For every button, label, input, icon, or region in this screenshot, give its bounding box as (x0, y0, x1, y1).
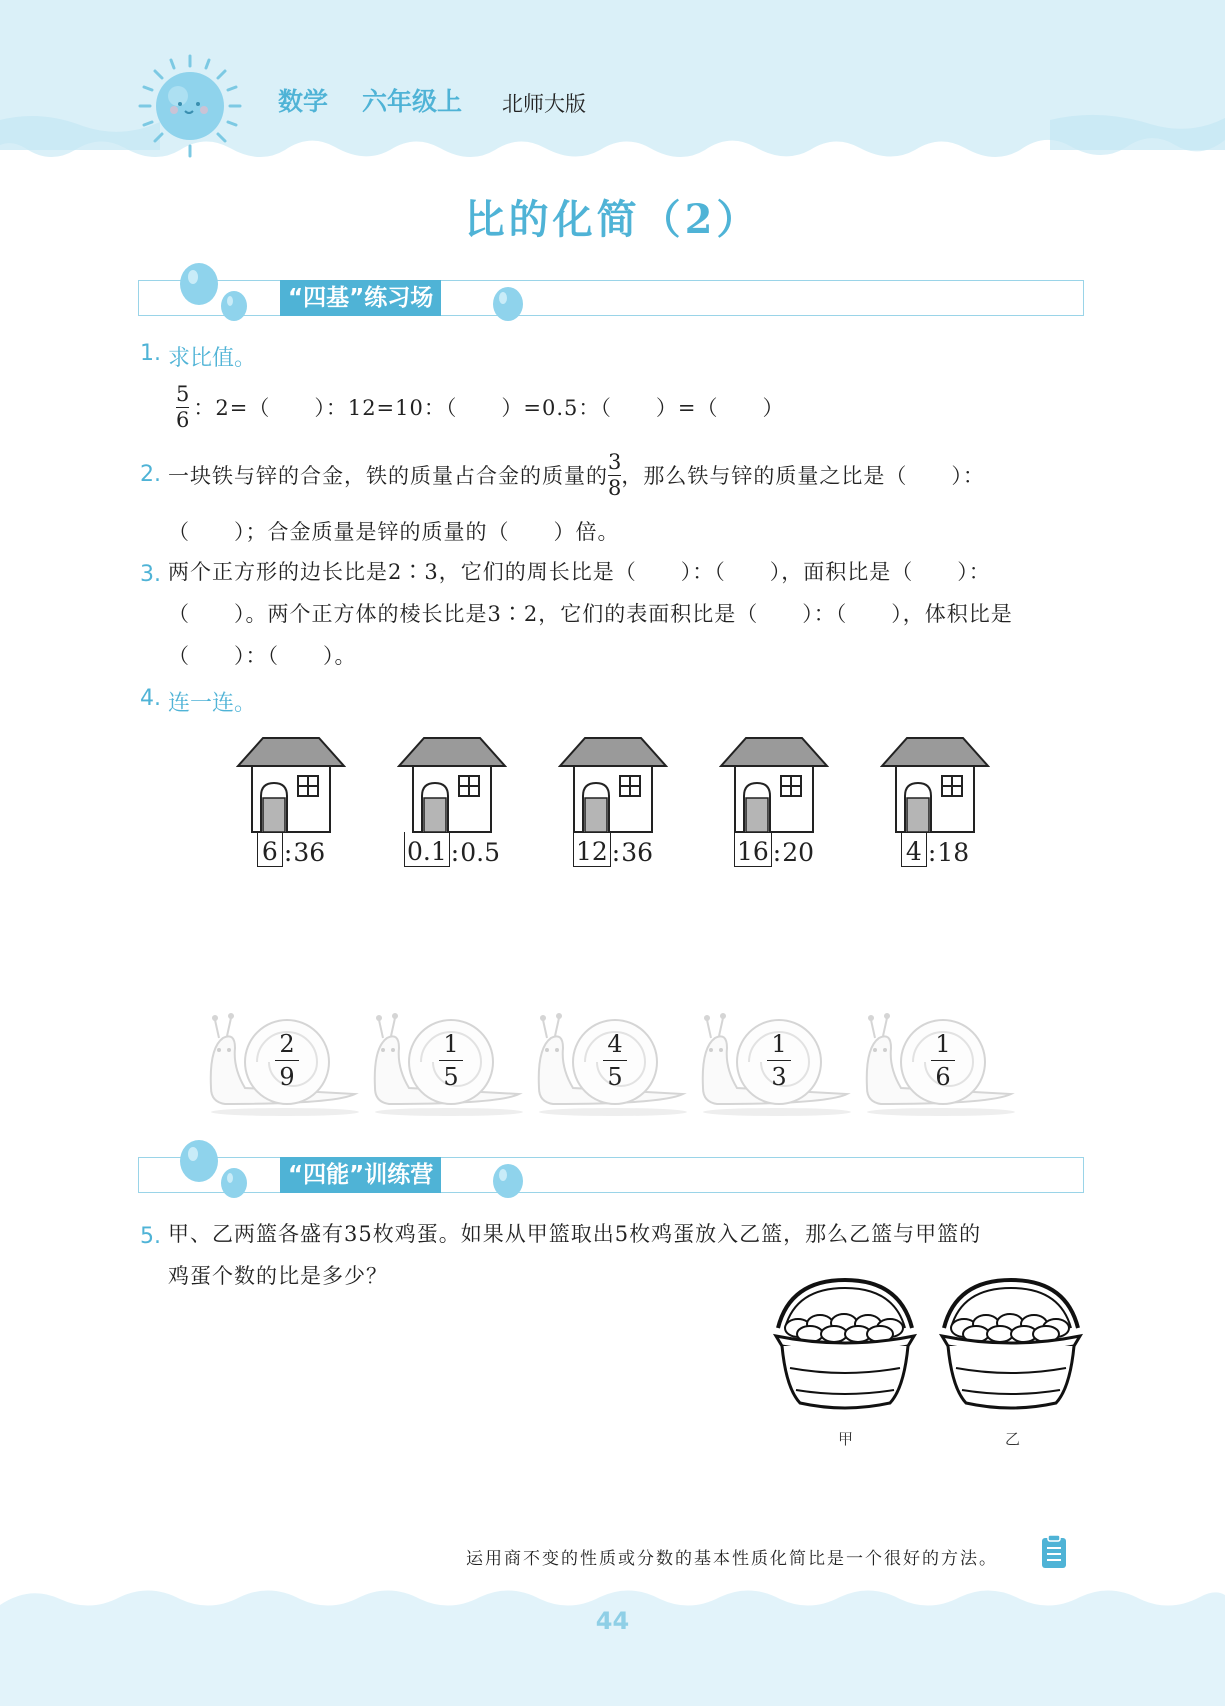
subject-label: 数学 (278, 87, 329, 116)
house-ratio-right: 18 (937, 838, 970, 867)
house-ratio-right: 36 (293, 838, 326, 867)
balloon-icon (490, 286, 526, 326)
notepad-icon (1040, 1534, 1068, 1570)
balloon-icon (178, 262, 258, 326)
snail-numerator: 2 (279, 1030, 295, 1058)
house-ratio (880, 832, 990, 867)
house-ratio-right: 0.5 (460, 838, 500, 867)
house-card[interactable] (397, 736, 507, 886)
snail-denominator: 5 (607, 1063, 623, 1091)
ratio-colon: : (772, 838, 782, 867)
section-tag-basics: “四基”练习场 (280, 280, 441, 316)
basket-yi-label: 乙 (1005, 1430, 1021, 1448)
house-card[interactable] (719, 736, 829, 886)
snail-numerator: 4 (607, 1030, 623, 1058)
ratio-colon: : (611, 838, 621, 867)
balloon-icon (490, 1163, 526, 1203)
publisher-label: 北师大版 (502, 92, 586, 116)
snail-numerator: 1 (935, 1030, 951, 1058)
page-title: 比的化简（2） (464, 196, 761, 243)
house-card[interactable] (236, 736, 346, 886)
q3-line2: （ ）。两个正方体的棱长比是3∶2，它们的表面积比是（ ）：（ ），体积比是 (168, 602, 1013, 626)
ratio-colon: : (927, 838, 937, 867)
house-card[interactable] (880, 736, 990, 886)
q1-fraction: $\frac{5}{6}$ (176, 382, 190, 432)
house-ratio-right: 20 (782, 838, 815, 867)
house-ratio-left: 6 (257, 832, 283, 867)
q4-label: 连一连。 (168, 691, 257, 716)
tip-text: 运用商不变的性质或分数的基本性质化简比是一个很好的方法。 (466, 1549, 998, 1569)
q2-number: 2. (140, 462, 161, 487)
q1-number: 1. (140, 341, 161, 366)
house-ratio (558, 832, 668, 867)
house-ratio (236, 832, 346, 867)
grade-label: 六年级上 (362, 87, 463, 116)
house-icon (880, 736, 990, 836)
snail-fraction (599, 1032, 631, 1089)
section-tag-ability: “四能”训练营 (280, 1157, 441, 1193)
fraction-bar (931, 1060, 955, 1061)
balloon-icon (178, 1139, 258, 1203)
fraction-bar (767, 1060, 791, 1061)
q2-line1: 一块铁与锌的合金，铁的质量占合金的质量的 $\frac{3}{8}$ ，那么铁与锌的质量之比是（ ）： (168, 450, 985, 500)
house-icon (558, 736, 668, 836)
house-icon (719, 736, 829, 836)
fraction-bar (439, 1060, 463, 1061)
snail-numerator: 1 (771, 1030, 787, 1058)
basket-jia-label: 甲 (838, 1430, 854, 1448)
ratio-colon: : (283, 838, 293, 867)
snail-card[interactable] (205, 1008, 365, 1116)
footer-banner (0, 1585, 1225, 1706)
house-icon (397, 736, 507, 836)
snail-fraction (927, 1032, 959, 1089)
sun-mascot-icon (138, 54, 242, 158)
page-number: 44 (595, 1607, 630, 1635)
q1-expression (176, 384, 784, 431)
fraction-bar (603, 1060, 627, 1061)
snail-denominator: 3 (771, 1063, 787, 1091)
house-ratio (719, 832, 829, 867)
q4-number: 4. (140, 686, 161, 711)
q5-number: 5. (140, 1224, 161, 1249)
q5-line1: 甲、乙两篮各盛有35枚鸡蛋。如果从甲篮取出5枚鸡蛋放入乙篮，那么乙篮与甲篮的 (168, 1222, 982, 1246)
snail-fraction (435, 1032, 467, 1089)
house-icon (236, 736, 346, 836)
house-ratio-left: 12 (573, 832, 611, 867)
snail-card[interactable] (697, 1008, 857, 1116)
q3-number: 3. (140, 562, 161, 587)
q3-line1: 两个正方形的边长比是2∶3，它们的周长比是（ ）：（ ），面积比是（ ）： (168, 560, 991, 584)
house-ratio (397, 832, 507, 867)
snail-denominator: 9 (279, 1063, 295, 1091)
house-card[interactable] (558, 736, 668, 886)
house-ratio-left: 4 (901, 832, 927, 867)
q1-expression-text: ：2=（ ）：12=10：（ ）=0.5：（ ）=（ ） (193, 395, 785, 420)
q3-line3: （ ）：（ ）。 (168, 644, 357, 668)
q2-fraction: $\frac{3}{8}$ (608, 450, 622, 500)
snail-card[interactable] (533, 1008, 693, 1116)
house-ratio-left: 16 (734, 832, 772, 867)
snail-denominator: 6 (935, 1063, 951, 1091)
snail-denominator: 5 (443, 1063, 459, 1091)
ratio-colon: : (450, 838, 460, 867)
fraction-bar (275, 1060, 299, 1061)
snail-fraction (763, 1032, 795, 1089)
snail-numerator: 1 (443, 1030, 459, 1058)
q5-line2: 鸡蛋个数的比是多少？ (168, 1264, 388, 1288)
q1-label: 求比值。 (168, 346, 257, 371)
basket-jia-icon (770, 1278, 920, 1413)
basket-yi-icon (936, 1278, 1086, 1413)
house-ratio-right: 36 (621, 838, 654, 867)
q2-line2: （ ）；合金质量是锌的质量的（ ）倍。 (168, 520, 620, 544)
house-ratio-left: 0.1 (404, 832, 450, 867)
snail-fraction (271, 1032, 303, 1089)
snail-card[interactable] (861, 1008, 1021, 1116)
snail-card[interactable] (369, 1008, 529, 1116)
